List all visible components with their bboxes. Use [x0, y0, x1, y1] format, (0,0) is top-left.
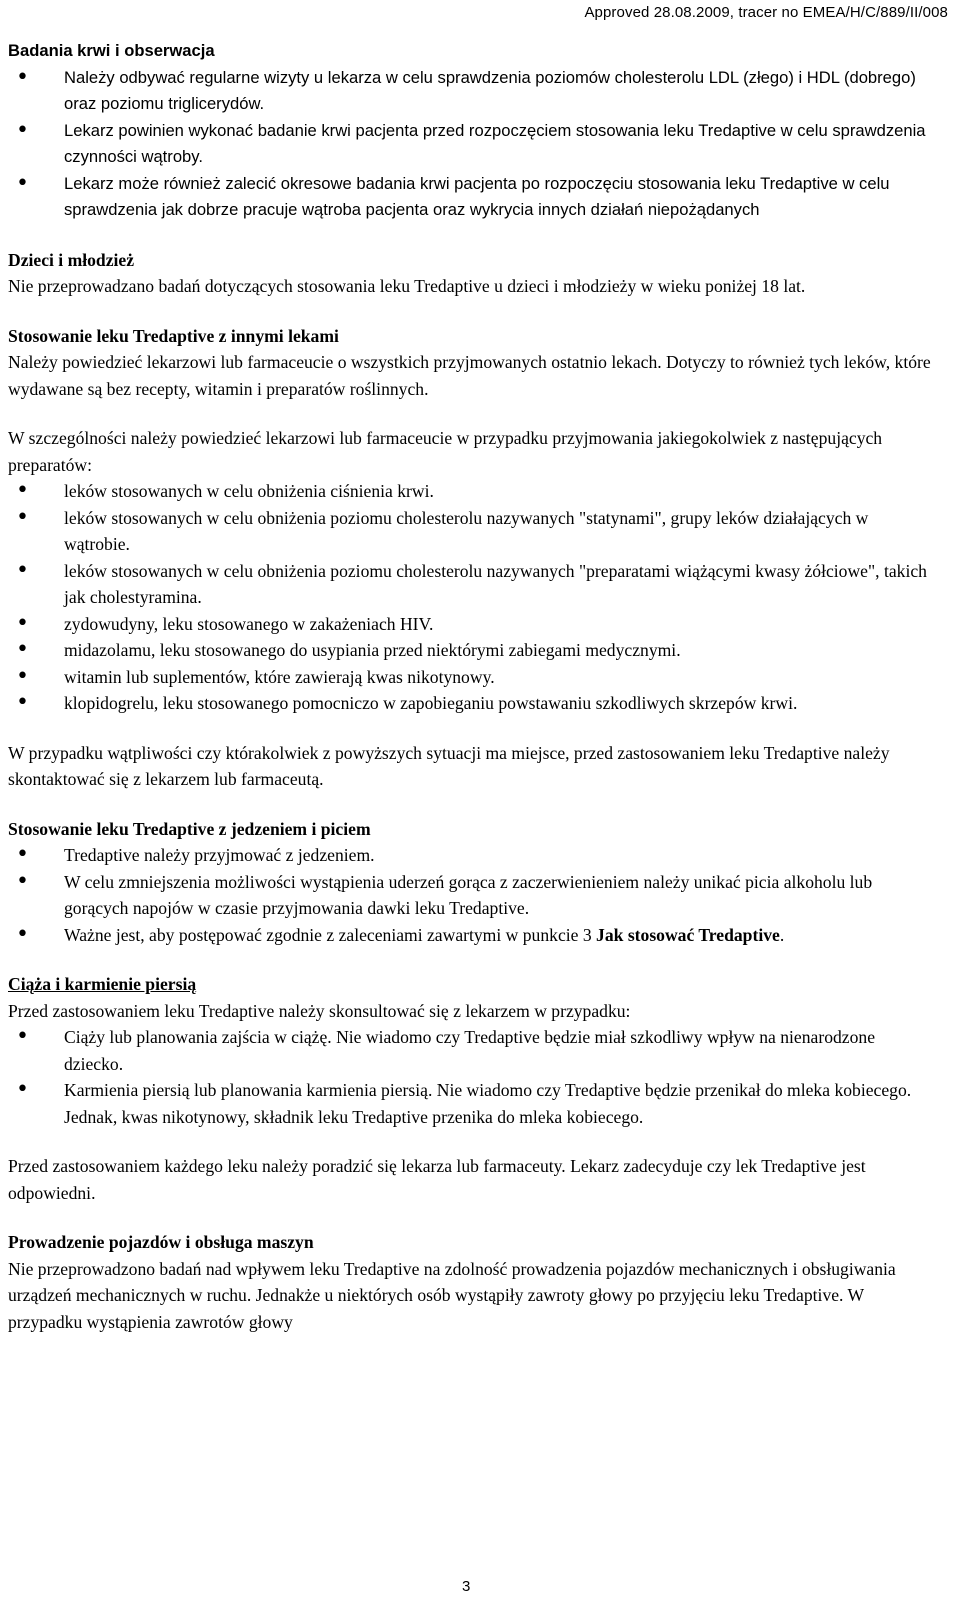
- document-body: [8, 38, 932, 1335]
- driving-text: Nie przeprowadzono badań nad wpływem leku Tredaptive na zdolność prowadzenia pojazdów mechanicznych i obsługiwania urządzeń mechanicznych w ruchu. Jednakże u niektórych osób wystąpiły zawroty głowy po przyjęciu leku Tredaptive. W przypadku wystąpienia zawrotów głowy: [8, 1258, 896, 1332]
- pregnancy-closing: Przed zastosowaniem każdego leku należy poradzić się lekarza lub farmaceuty. Lekarz zadecyduje czy lek Tredaptive jest odpowiedni.: [8, 1156, 866, 1203]
- list-item: • Tredaptive należy przyjmować z jedzeniem.: [8, 842, 932, 869]
- food-item3-bold: Jak stosować Tredaptive: [596, 924, 780, 945]
- heading-food: Stosowanie leku Tredaptive z jedzeniem i piciem: [8, 818, 371, 839]
- page-number: 3: [462, 1578, 471, 1595]
- other-drugs-closing: W przypadku wątpliwości czy którakolwiek z powyższych sytuacji ma miejsce, przed zastosowaniem leku Tredaptive należy skontaktować się z lekarzem lub farmaceutą.: [8, 742, 890, 789]
- section-pregnancy: [8, 971, 932, 1206]
- food-item3-prefix: Ważne jest, aby postępować zgodnie z zaleceniami zawartymi w punkcie 3: [64, 924, 597, 945]
- list-item: • Lekarz może również zalecić okresowe badania krwi pacjenta po rozpoczęciu stosowania leku Tredaptive w celu sprawdzenia jak dobrze pracuje wątroba pacjenta oraz wykrycia innych działań niepożądanych: [8, 171, 932, 224]
- blood-tests-list: [8, 65, 932, 224]
- other-drugs-text: Należy powiedzieć lekarzowi lub farmaceucie o wszystkich przyjmowanych ostatnio lekach. Dotyczy to również tych leków, które wydawane są bez recepty, witamin i preparatów roślinnych.: [8, 352, 931, 399]
- food-item3-suffix: .: [779, 924, 785, 945]
- section-other-drugs: [8, 323, 932, 793]
- list-item: • leków stosowanych w celu obniżenia poziomu cholesterolu nazywanych "preparatami wiążącymi kwasy żółciowe", takich jak cholestyramina.: [8, 558, 932, 611]
- list-item: [8, 922, 932, 949]
- list-item: • zydowudyny, leku stosowanego w zakażeniach HIV.: [8, 611, 932, 638]
- other-drugs-intro: W szczególności należy powiedzieć lekarzowi lub farmaceucie w przypadku przyjmowania jakiegokolwiek z następujących preparatów:: [8, 428, 883, 475]
- heading-pregnancy: Ciąża i karmienie piersią: [8, 974, 197, 994]
- list-item: • Należy odbywać regularne wizyty u lekarza w celu sprawdzenia poziomów cholesterolu LDL (złego) i HDL (dobrego) oraz poziomu triglicerydów.: [8, 65, 932, 118]
- list-item: • Karmienia piersią lub planowania karmienia piersią. Nie wiadomo czy Tredaptive będzie przenikał do mleka kobiecego. Jednak, kwas nikotynowy, składnik leku Tredaptive przenika do mleka kobiecego.: [8, 1077, 932, 1130]
- other-drugs-list: [8, 478, 932, 717]
- heading-driving: Prowadzenie pojazdów i obsługa maszyn: [8, 1232, 314, 1252]
- pregnancy-list: [8, 1024, 932, 1130]
- section-food: [8, 816, 932, 949]
- list-item: • leków stosowanych w celu obniżenia ciśnienia krwi.: [8, 478, 932, 505]
- list-item: • Lekarz powinien wykonać badanie krwi pacjenta przed rozpoczęciem stosowania leku Tredaptive w celu sprawdzenia czynności wątroby.: [8, 118, 932, 171]
- heading-other-drugs: Stosowanie leku Tredaptive z innymi lekami: [8, 325, 339, 346]
- list-item: • Ciąży lub planowania zajścia w ciążę. Nie wiadomo czy Tredaptive będzie miał szkodliwy wpływ na nienarodzone dziecko.: [8, 1024, 932, 1077]
- list-item: • midazolamu, leku stosowanego do usypiania przed niektórymi zabiegami medycznymi.: [8, 637, 932, 664]
- approval-stamp: Approved 28.08.2009, tracer no EMEA/H/C/889/II/008: [584, 4, 948, 21]
- children-text: Nie przeprowadzano badań dotyczących stosowania leku Tredaptive u dzieci i młodzieży w wieku poniżej 18 lat.: [8, 276, 806, 296]
- list-item: • W celu zmniejszenia możliwości wystąpienia uderzeń gorąca z zaczerwienieniem należy unikać picia alkoholu lub gorących napojów w czasie przyjmowania dawki leku Tredaptive.: [8, 869, 932, 922]
- pregnancy-intro: Przed zastosowaniem leku Tredaptive należy skonsultować się z lekarzem w przypadku:: [8, 1000, 631, 1021]
- heading-blood-tests: Badania krwi i obserwacja: [8, 41, 215, 60]
- section-blood-tests: [8, 38, 932, 224]
- list-item: • witamin lub suplementów, które zawierają kwas nikotynowy.: [8, 664, 932, 691]
- food-list: [8, 842, 932, 948]
- section-driving: [8, 1229, 932, 1335]
- list-item: • leków stosowanych w celu obniżenia poziomu cholesterolu nazywanych "statynami", grupy leków działających w wątrobie.: [8, 505, 932, 558]
- heading-children: Dzieci i młodzież: [8, 249, 135, 270]
- section-children: [8, 247, 932, 300]
- list-item: • klopidogrelu, leku stosowanego pomocniczo w zapobieganiu powstawaniu szkodliwych skrzepów krwi.: [8, 690, 932, 717]
